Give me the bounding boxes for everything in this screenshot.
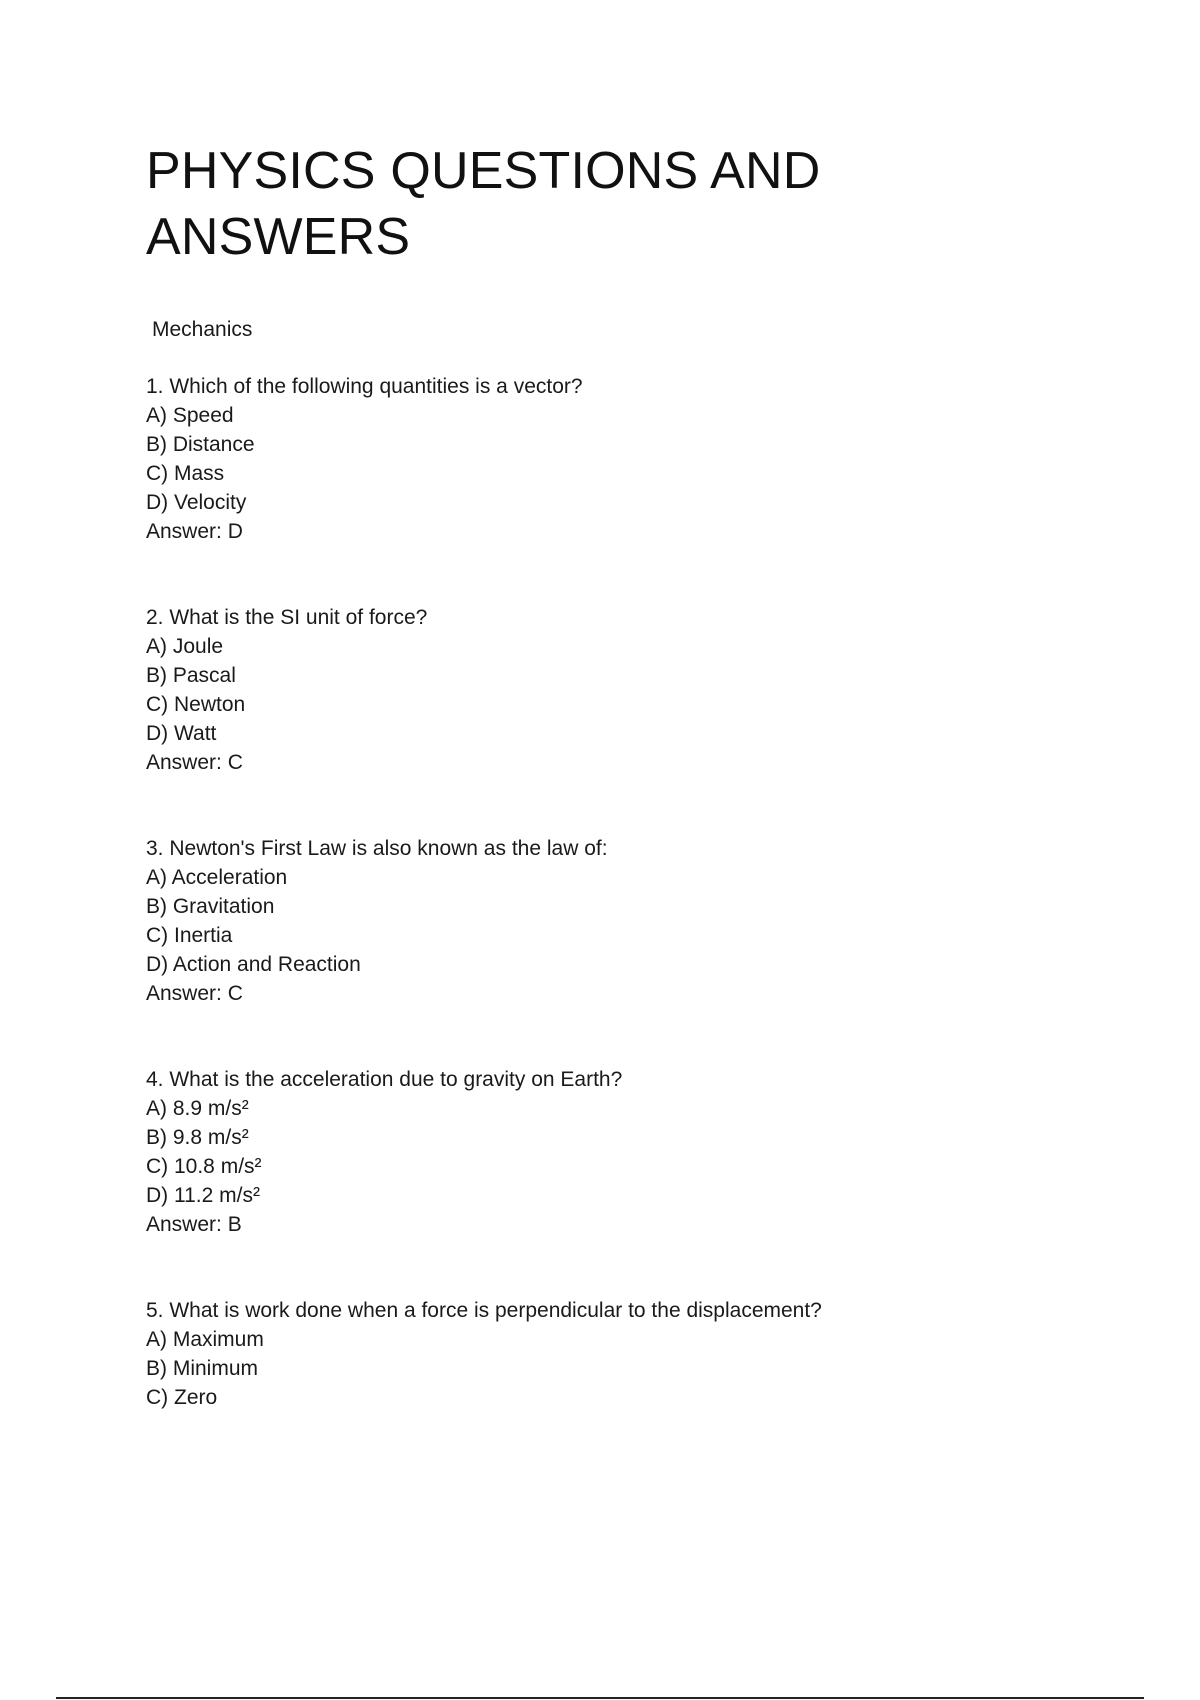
option-c: C) Mass <box>146 462 225 485</box>
answer-text: Answer: D <box>146 520 243 543</box>
option-b: B) Minimum <box>146 1357 259 1380</box>
document-page <box>146 138 1126 1412</box>
option-b: B) Distance <box>146 433 255 456</box>
option-a: A) Maximum <box>146 1328 264 1351</box>
question-list <box>146 372 1126 1412</box>
option-b: B) 9.8 m/s² <box>146 1126 249 1149</box>
question-text: 2. What is the SI unit of force? <box>146 606 428 629</box>
option-a: A) 8.9 m/s² <box>146 1097 249 1120</box>
option-a: A) Joule <box>146 635 224 658</box>
option-c: C) Zero <box>146 1386 218 1409</box>
option-a: A) Acceleration <box>146 866 288 889</box>
option-b: B) Pascal <box>146 664 236 687</box>
answer-text: Answer: B <box>146 1213 242 1236</box>
document-title: PHYSICS QUESTIONS AND ANSWERS <box>146 142 821 266</box>
option-b: B) Gravitation <box>146 895 275 918</box>
question-text: 5. What is work done when a force is perpendicular to the displacement? <box>146 1299 822 1322</box>
question-block <box>146 1296 1126 1412</box>
answer-text: Answer: C <box>146 982 243 1005</box>
answer-text: Answer: C <box>146 751 243 774</box>
option-d: D) Action and Reaction <box>146 953 361 976</box>
option-d: D) Watt <box>146 722 217 745</box>
option-c: C) 10.8 m/s² <box>146 1155 262 1178</box>
question-text: 1. Which of the following quantities is a vector? <box>146 375 583 398</box>
question-block <box>146 372 1126 546</box>
footer-divider <box>56 1697 1144 1699</box>
section-heading: Mechanics <box>152 318 253 341</box>
option-a: A) Speed <box>146 404 234 427</box>
question-block <box>146 603 1126 777</box>
option-c: C) Newton <box>146 693 246 716</box>
option-c: C) Inertia <box>146 924 233 947</box>
question-block <box>146 1065 1126 1239</box>
question-text: 3. Newton's First Law is also known as the law of: <box>146 837 608 860</box>
question-block <box>146 834 1126 1008</box>
option-d: D) 11.2 m/s² <box>146 1184 260 1207</box>
option-d: D) Velocity <box>146 491 247 514</box>
question-text: 4. What is the acceleration due to gravity on Earth? <box>146 1068 623 1091</box>
